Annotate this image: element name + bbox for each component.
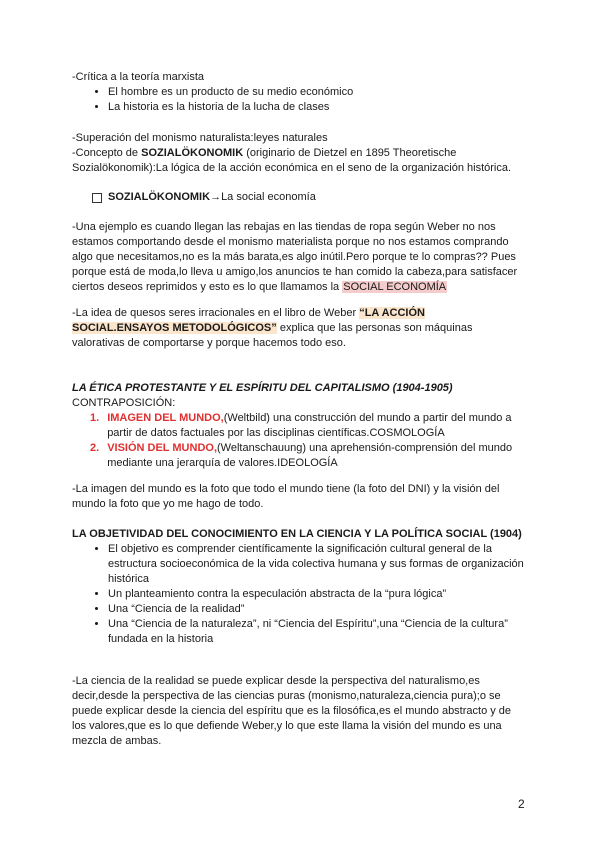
section-example xyxy=(72,220,524,295)
list-item: • El objetivo es comprender científicamente la significación cultural general de la estructura socioeconómica de la vida colectiva humana y sus formas de organización histórica xyxy=(108,542,524,587)
item-body xyxy=(107,411,524,441)
section-title: LA ÉTICA PROTESTANTE Y EL ESPÍRITU DEL CAPITALISMO (1904-1905) xyxy=(72,382,453,394)
section-etica-protestante xyxy=(72,381,524,471)
weber-suffix: explica que las personas son máquinas valorativas de comportarse y porque hacemos todo eso. xyxy=(72,322,473,349)
item-text: (Weltanschauung) una aprehensión-comprensión del mundo mediante una jerarquía de valores.IDEOLOGÍA xyxy=(107,442,513,469)
checklist-definition: →La social economía xyxy=(210,191,316,203)
section-title: LA OBJETIVIDAD DEL CONOCIMIENTO EN LA CIENCIA Y LA POLÍTICA SOCIAL (1904) xyxy=(72,528,522,540)
weber-prefix: -La idea de quesos seres irracionales en el libro de Weber xyxy=(72,307,360,319)
item-body xyxy=(107,441,524,471)
section-ciencia-realidad xyxy=(72,674,524,749)
list-item: • La historia es la historia de la lucha de clases xyxy=(108,100,524,115)
concept-line xyxy=(72,146,524,176)
contraposicion-list xyxy=(72,411,524,471)
example-paragraph xyxy=(72,220,524,295)
ciencia-realidad-paragraph: -La ciencia de la realidad se puede explicar desde la perspectiva del naturalismo,es decir,desde la perspectiva de las ciencias puras (monismo,naturaleza,ciencia pura);o se puede explicar desde la ciencia del espíritu que es la filosófica,es el mundo abstracto y de los valores,que es lo que defiende Weber,y lo que este llama la visión del mundo es una mezcla de ambas. xyxy=(72,675,512,747)
section-marxist-critique xyxy=(72,70,524,115)
list-item xyxy=(90,441,524,471)
item-term: IMAGEN DEL MUNDO, xyxy=(107,412,224,424)
item-number: 1. xyxy=(90,412,100,424)
book-title-highlight: “LA ACCIÓN SOCIAL.ENSAYOS METODOLÓGICOS” xyxy=(72,307,425,334)
monism-line: -Superación del monismo naturalista:leyes naturales xyxy=(72,132,328,144)
page-number: 2 xyxy=(518,797,525,811)
weber-paragraph xyxy=(72,306,524,351)
intro-line: -Crítica a la teoría marxista xyxy=(72,71,205,83)
checklist-item xyxy=(72,190,544,205)
imagen-vision-paragraph: -La imagen del mundo es la foto que todo el mundo tiene (la foto del DNI) y la visión del mundo la foto que yo me hago de todo. xyxy=(72,483,500,510)
example-text: -Una ejemplo es cuando llegan las rebajas en las tiendas de ropa según Weber no nos estamos comportando desde el monismo materialista porque no nos estamos comprando algo que necesitamos,no es la más barata,es algo inútil.Pero porque te lo compras?? Pues porque está de moda,lo lleva u amigo,los anuncios te han comido la cabeza,para satisfacer ciertos deseos reprimidos y esto es lo que llamamos la xyxy=(72,221,518,293)
concept-term: SOZIALÖKONOMIK xyxy=(141,147,244,159)
item-term: VISIÓN DEL MUNDO, xyxy=(107,442,217,454)
list-item xyxy=(90,411,524,441)
section-imagen-vision xyxy=(72,482,524,512)
item-number: 2. xyxy=(90,442,100,454)
concept-prefix: -Concepto de xyxy=(72,147,142,159)
item-text: (Weltbild) una construcción del mundo a partir del mundo a partir de datos factuales por las disciplinas científicas.COSMOLOGÍA xyxy=(107,412,512,439)
section-sozialokonomik xyxy=(72,131,524,176)
checklist-term: SOZIALÖKONOMIK xyxy=(108,191,211,203)
list-item: • Una “Ciencia de la naturaleza”, ni “Ciencia del Espíritu”,una “Ciencia de la cultura” fundada en la historia xyxy=(108,617,524,647)
concept-definition: (originario de Dietzel en 1895 Theoretische Sozialökonomik):La lógica de la acción económica en el seno de la organización histórica. xyxy=(72,147,512,174)
section-rational-beings xyxy=(72,306,524,351)
list-item: • El hombre es un producto de su medio económico xyxy=(108,85,524,100)
objetividad-bullets xyxy=(72,542,524,647)
highlight-social-economia: SOCIAL ECONOMÍA xyxy=(343,281,447,293)
checklist-text xyxy=(108,190,316,205)
list-item: • Un planteamiento contra la especulación abstracta de la “pura lógica” xyxy=(108,587,524,602)
section-objetividad xyxy=(72,527,524,647)
list-item: • Una “Ciencia de la realidad” xyxy=(108,602,524,617)
checkbox-icon[interactable] xyxy=(92,193,102,203)
marxist-bullets xyxy=(72,85,524,115)
contraposicion-label: CONTRAPOSICIÓN: xyxy=(72,397,176,409)
